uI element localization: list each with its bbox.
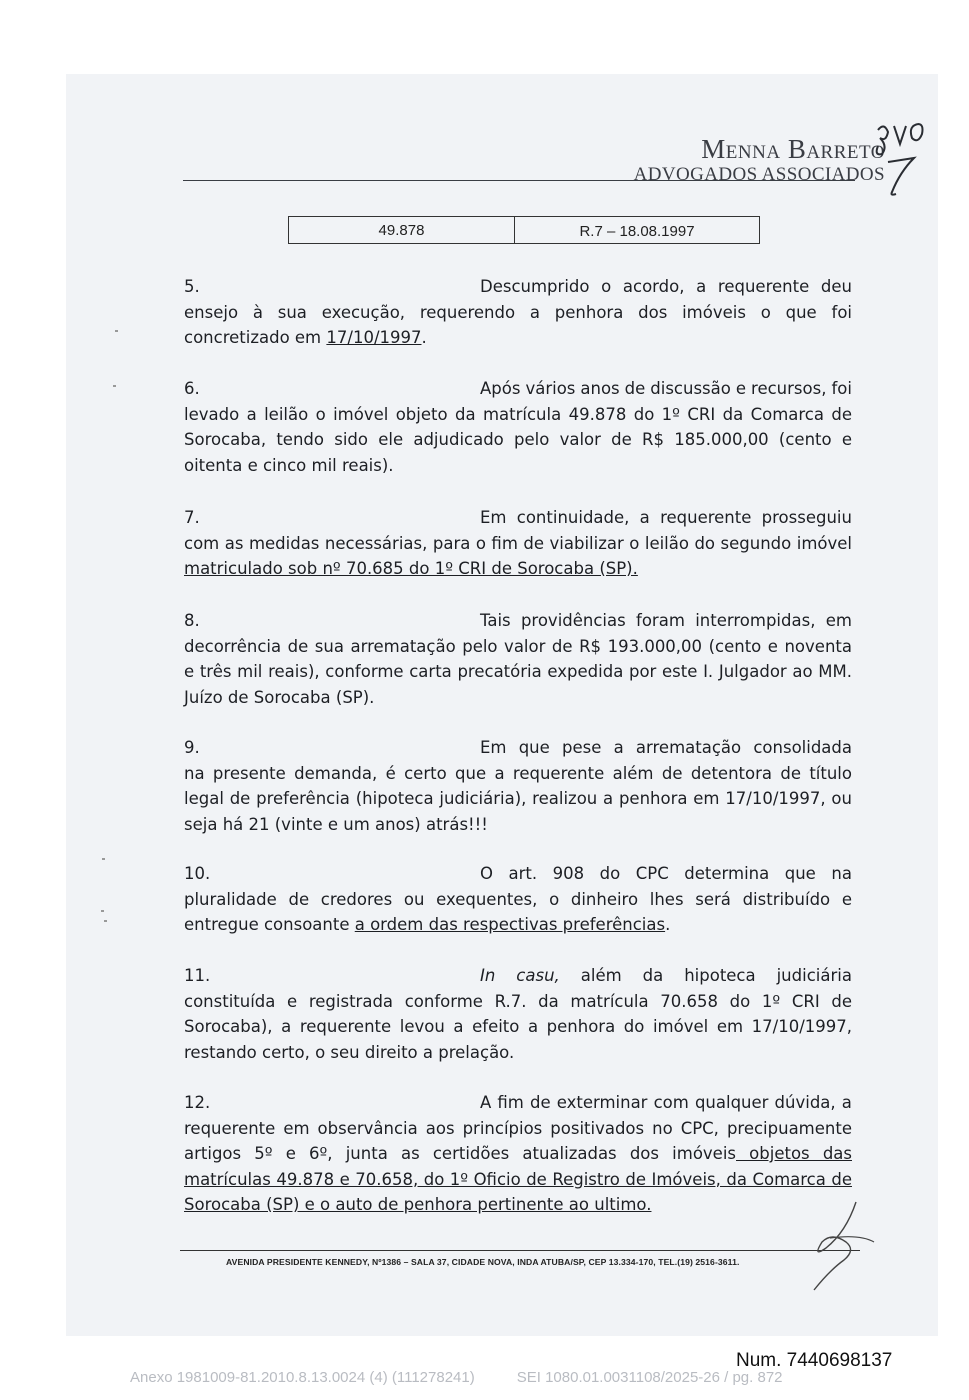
lead-word: consolidada <box>753 738 852 757</box>
paragraph-segment: na presente demanda, é certo que a requerente além de detentora de título legal de preferência (hipoteca judiciária), realizou a penhora em 17/10/1997, ou seja há 21 (vinte e um anos) atrás!!! <box>184 763 852 834</box>
paragraph-body <box>184 989 852 1066</box>
lead-word: recursos, <box>751 379 827 398</box>
paragraph-first-line <box>184 376 852 402</box>
paragraph-segment: objetos das matrículas 49.878 e 70.658, do 1º Oficio de Registro de Imóveis, da Comarca de Sorocaba (SP) e o auto de penhora pertinente ao ultimo. <box>184 1144 852 1214</box>
lead-word: CPC <box>635 864 669 883</box>
firm-address: AVENIDA PRESIDENTE KENNEDY, Nº1386 – SALA 37, CIDADE NOVA, INDA ATUBA/SP, CEP 13.334-170, TEL.(19) 2516-3611. <box>226 1257 740 1267</box>
lead-word: anos <box>580 379 620 398</box>
paragraph-segment: . <box>421 328 427 347</box>
lead-word: de <box>529 1093 551 1112</box>
lead-word: na <box>831 864 852 883</box>
paragraph-lead <box>480 861 852 887</box>
lead-word: Descumprido <box>480 277 590 296</box>
lead-word: determina <box>684 864 770 883</box>
paragraph-lead-text <box>480 608 852 634</box>
paragraph-body <box>184 402 852 479</box>
paragraph-body <box>184 634 852 711</box>
lead-word: fim <box>497 1093 524 1112</box>
paragraph-segment: . <box>665 915 671 934</box>
letterhead <box>634 134 885 186</box>
paragraph-10 <box>184 861 852 938</box>
paragraph-5 <box>184 274 852 351</box>
paragraph-lead <box>480 735 852 761</box>
paragraph-6 <box>184 376 852 478</box>
paragraph-segment: constituída e registrada conforme R.7. da matrícula 70.658 do 1º CRI de Sorocaba), a requerente levou a efeito a penhora do imóvel em 17/10/1997, restando certo, o seu direito a prelação. <box>184 991 852 1062</box>
paragraph-lead-text <box>480 963 852 989</box>
paragraph-lead-text <box>480 735 852 761</box>
paragraph-lead <box>480 505 852 531</box>
lead-word-italic: In <box>480 966 496 985</box>
paragraph-body <box>184 531 852 582</box>
paragraph-number: 6. <box>184 379 200 398</box>
paragraph-first-line <box>184 861 852 887</box>
paragraph-7 <box>184 505 852 582</box>
lead-word: arrematação <box>635 738 742 757</box>
lead-word: requerente <box>660 508 752 527</box>
paragraph-lead-text <box>480 274 852 300</box>
lead-word: de <box>624 379 646 398</box>
lead-word: discussão <box>650 379 731 398</box>
paragraph-number: 8. <box>184 611 200 630</box>
lead-word: o <box>601 277 612 296</box>
lead-word: O <box>480 864 493 883</box>
lead-word: Em <box>480 508 507 527</box>
paragraph-lead-text <box>480 505 852 531</box>
lead-word: a <box>639 508 650 527</box>
lead-word: com <box>653 1093 689 1112</box>
firm-name: Menna Barreto <box>701 134 885 164</box>
paragraph-number: 11. <box>184 966 211 985</box>
lead-word: a <box>613 738 624 757</box>
paragraph-8 <box>184 608 852 710</box>
lead-word: Após <box>480 379 521 398</box>
paragraph-number: 7. <box>184 508 200 527</box>
paragraph-first-line <box>184 735 852 761</box>
lead-word: foi <box>831 379 852 398</box>
lead-word: requerente <box>717 277 810 296</box>
paragraph-body <box>184 887 852 938</box>
paragraph-first-line <box>184 505 852 531</box>
paragraph-body <box>184 1116 852 1218</box>
lead-word: acordo, <box>622 277 685 296</box>
lead-word: foram <box>636 611 685 630</box>
paragraph-segment: ensejo à sua execução, requerendo a penhora dos imóveis o que foi concretizado em <box>184 302 852 347</box>
lead-word: a <box>696 277 707 296</box>
lead-word: deu <box>820 277 852 296</box>
lead-word: art. <box>508 864 538 883</box>
paragraph-lead <box>480 376 852 402</box>
paragraph-first-line <box>184 608 852 634</box>
lead-word: e <box>735 379 747 398</box>
paragraph-lead-text <box>480 376 852 402</box>
paragraph-lead-text <box>480 861 852 887</box>
lead-word: a <box>841 1093 852 1112</box>
paragraph-number: 10. <box>184 864 211 883</box>
paragraph-segment: com as medidas necessárias, para o fim de viabilizar o leilão do segundo imóvel <box>184 533 852 553</box>
document-number: Num. 7440698137 <box>736 1350 893 1371</box>
paragraph-first-line <box>184 1090 852 1116</box>
lead-word: prosseguiu <box>761 508 852 527</box>
lead-word: da <box>642 966 664 985</box>
lead-word: do <box>599 864 621 883</box>
paragraph-lead <box>480 963 852 989</box>
lead-word: em <box>825 611 852 630</box>
lead-word: Em <box>480 738 507 757</box>
paragraph-12 <box>184 1090 852 1218</box>
paragraph-11 <box>184 963 852 1065</box>
paragraph-segment: requerente em observância aos princípios positivados no CPC, precipuamente artigos 5º e 6º, junta as certidões atualizadas dos imóveis <box>184 1118 852 1163</box>
paragraph-body <box>184 300 852 351</box>
lead-word: exterminar <box>556 1093 648 1112</box>
paragraph-lead <box>480 1090 852 1116</box>
lead-word: A <box>480 1093 492 1112</box>
lead-word: que <box>784 864 816 883</box>
firm-subtitle: ADVOGADOS ASSOCIADOS <box>633 164 885 185</box>
paragraph-lead-text <box>480 1090 852 1116</box>
paragraph-9 <box>184 735 852 837</box>
lead-word: que <box>518 738 550 757</box>
handwritten-page-number <box>870 118 930 198</box>
paragraph-first-line <box>184 274 852 300</box>
signature <box>790 1198 880 1298</box>
sei-reference: SEI 1080.01.0031108/2025-26 / pg. 872 <box>516 1369 783 1386</box>
paragraph-segment: matriculado sob nº 70.685 do 1º CRI de Sorocaba (SP). <box>184 559 638 578</box>
paragraph-number: 5. <box>184 277 200 296</box>
lead-word: qualquer <box>694 1093 769 1112</box>
paragraph-segment: a ordem das respectivas preferências <box>354 915 666 934</box>
paragraph-number: 12. <box>184 1093 211 1112</box>
paragraph-lead <box>480 274 852 300</box>
annex-footer <box>130 1369 783 1386</box>
reference-table <box>288 216 760 244</box>
lead-word: além <box>580 966 622 985</box>
paragraph-segment: 17/10/1997 <box>326 328 422 347</box>
paragraph-lead <box>480 608 852 634</box>
lead-word: dúvida, <box>774 1093 836 1112</box>
paragraph-body <box>184 761 852 838</box>
lead-word: vários <box>525 379 576 398</box>
lead-word: Tais <box>480 611 511 630</box>
paragraph-segment: levado a leilão o imóvel objeto da matrícula 49.878 do 1º CRI da Comarca de Sorocaba, tendo sido ele adjudicado pelo valor de R$ 185.000,00 (cento e oitenta e cinco mil reais). <box>184 404 852 475</box>
lead-word: judiciária <box>776 966 852 985</box>
letterhead-rule <box>183 180 855 181</box>
lead-word: pese <box>562 738 602 757</box>
lead-word: interrompidas, <box>695 611 816 630</box>
footer-rule <box>180 1250 860 1251</box>
matricula-cell: 49.878 <box>289 217 515 243</box>
paragraph-segment: pluralidade de credores ou exequentes, o dinheiro lhes será distribuído e entregue consoante <box>184 889 852 934</box>
lead-word: 908 <box>552 864 585 883</box>
paragraph-first-line <box>184 963 852 989</box>
lead-word: hipoteca <box>684 966 756 985</box>
paragraph-segment: decorrência de sua arrematação pelo valor de R$ 193.000,00 (cento e noventa e três mil reais), conforme carta precatória expedida por este I. Julgador ao MM. Juízo de Sorocaba (SP). <box>184 636 852 707</box>
annex-reference: Anexo 1981009-81.2010.8.13.0024 (4) (111278241) <box>130 1369 475 1386</box>
paragraph-number: 9. <box>184 738 200 757</box>
lead-word: continuidade, <box>516 508 630 527</box>
registro-cell: R.7 – 18.08.1997 <box>579 223 695 240</box>
lead-word: providências <box>520 611 626 630</box>
lead-word-italic: casu, <box>516 966 560 985</box>
